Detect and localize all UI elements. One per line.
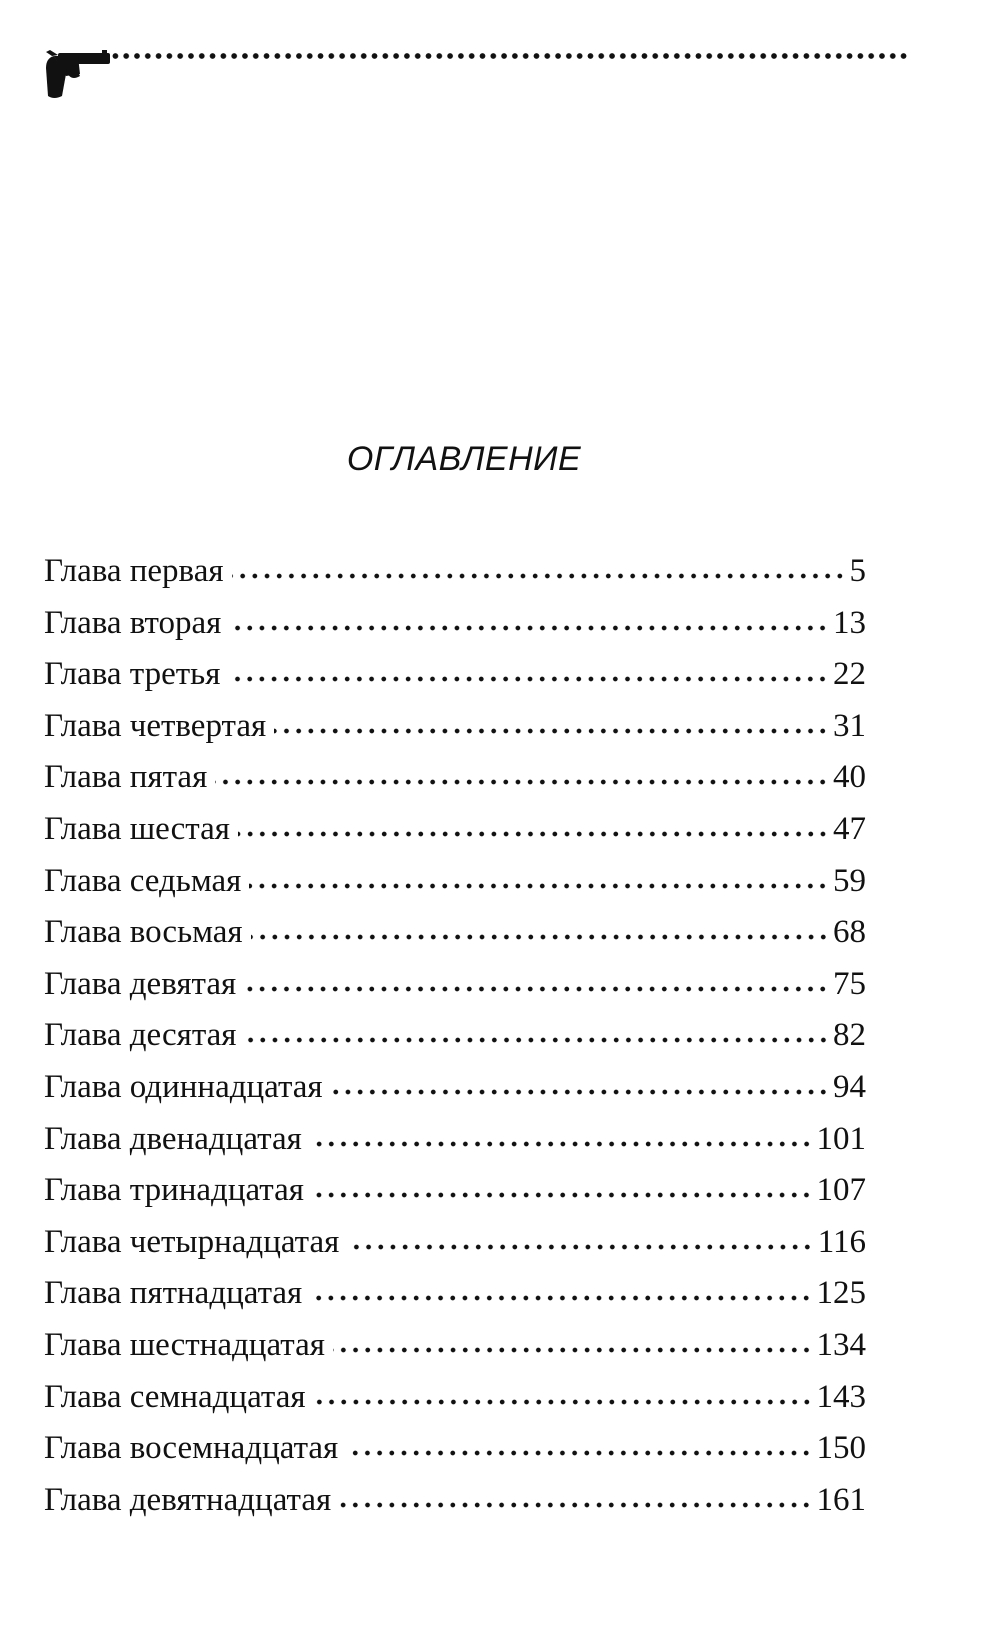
toc-entry-label: Глава девятнадцатая [44,1481,332,1518]
dot-leader [346,1450,812,1456]
dot-leader [347,1244,813,1250]
toc-entry-page-number: 13 [833,604,866,641]
toc-entry-page-number: 134 [816,1326,866,1363]
toc-entry-page-number: 125 [816,1275,866,1312]
toc-entry-label: Глава двенадцатая [44,1120,302,1157]
toc-entry [44,1475,866,1527]
toc-entry [44,856,866,908]
toc-entry [44,546,866,598]
toc-entry-label: Глава шестая [44,810,230,847]
dot-leader [238,831,829,837]
toc-entry [44,1062,866,1114]
toc-entry-page-number: 107 [816,1172,866,1209]
toc-entry [44,1423,866,1475]
toc-entry-page-number: 75 [833,965,866,1002]
page-title: ОГЛАВЛЕНИЕ [346,440,582,478]
toc-entry-label: Глава четырнадцатая [44,1223,340,1260]
toc-entry-label: Глава тринадцатая [44,1172,304,1209]
dot-leader [310,1141,813,1147]
toc-entry-label: Глава одиннадцатая [44,1068,323,1105]
toc-entry-page-number: 68 [833,914,866,951]
toc-entry-label: Глава пятая [44,759,208,796]
dot-leader [310,1295,812,1301]
dot-leader [312,1192,813,1198]
toc-entry-page-number: 150 [816,1430,866,1467]
toc-entry [44,907,866,959]
toc-entry-page-number: 5 [849,553,866,589]
toc-entry [44,701,866,753]
toc-entry-page-number: 101 [816,1120,866,1157]
toc-list [44,546,866,1526]
dot-leader [232,573,846,579]
toc-entry-label: Глава пятнадцатая [44,1275,303,1312]
toc-entry-page-number: 22 [833,656,866,693]
toc-entry-label: Глава шестнадцатая [44,1326,325,1363]
toc-entry-label: Глава восьмая [44,914,243,951]
toc-entry [44,1010,866,1062]
toc-entry-label: Глава девятая [44,965,237,1002]
revolver-icon [44,50,116,100]
toc-entry-page-number: 143 [816,1378,866,1415]
dot-leader [339,1502,812,1508]
dot-leader [333,1347,813,1353]
toc-entry-label: Глава десятая [44,1017,237,1054]
dot-leader [215,779,829,785]
toc-entry [44,1217,866,1269]
toc-entry [44,598,866,650]
toc-entry-label: Глава седьмая [44,862,242,899]
dot-leader [251,934,829,940]
toc-entry-label: Глава восемнадцатая [44,1430,339,1467]
dot-leader [314,1399,813,1405]
toc-entry-label: Глава семнадцатая [44,1378,306,1415]
toc-entry-page-number: 161 [816,1481,866,1518]
toc-entry-label: Глава третья [44,656,221,693]
toc-entry-page-number: 116 [817,1223,866,1260]
toc-entry [44,804,866,856]
toc-entry [44,649,866,701]
dot-leader [244,986,829,992]
toc-entry-page-number: 40 [833,759,866,796]
toc-entry-page-number: 31 [833,707,866,744]
toc-entry [44,1165,866,1217]
toc-entry [44,959,866,1011]
dotted-rule [110,52,908,60]
dot-leader [245,1037,830,1043]
dot-leader [229,625,829,631]
toc-entry [44,1320,866,1372]
toc-entry [44,1268,866,1320]
toc-entry-page-number: 47 [833,810,866,847]
toc-entry [44,1372,866,1424]
header-ornament [44,44,874,104]
dot-leader [249,883,829,889]
toc-entry-label: Глава первая [44,553,224,589]
toc-entry-page-number: 94 [833,1068,866,1105]
toc-entry-page-number: 82 [833,1017,866,1054]
dot-leader [228,676,829,682]
toc-entry [44,752,866,804]
toc-entry-label: Глава четвертая [44,707,267,744]
dot-leader [331,1089,829,1095]
dot-leader [274,728,829,734]
toc-entry-page-number: 59 [833,862,866,899]
toc-entry-label: Глава вторая [44,604,222,641]
toc-entry [44,1114,866,1166]
